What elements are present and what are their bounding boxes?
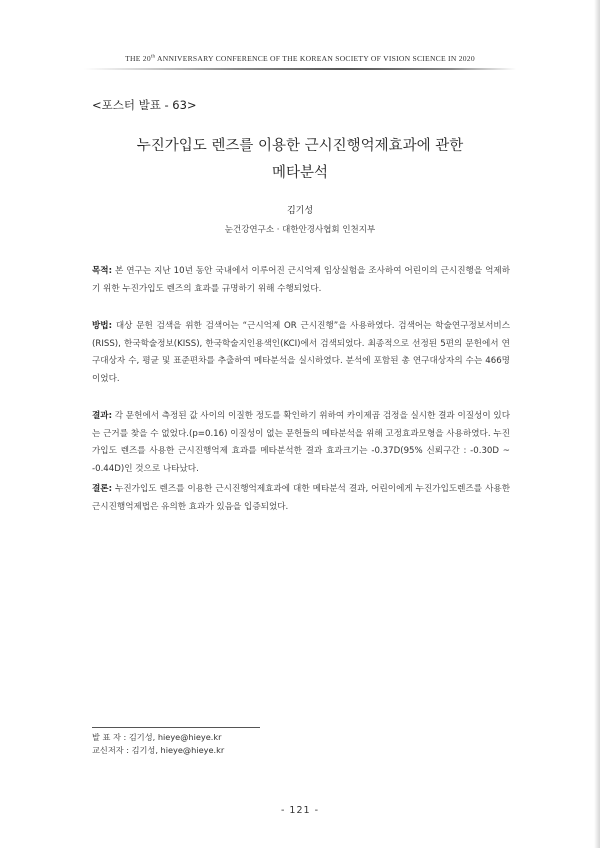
- method-body: 대상 문헌 검색을 위한 검색어는 “근시억제 OR 근시진행”을 사용하였다. 검색어는 학술연구정보서비스(RISS), 한국학술정보(KISS), 한국학술지인용색인(KCI)에서 검색되었다. 최종적으로 선정된 5편의 문헌에서 연구대상자 수, 평균 및 표준편차를 추출하여 메타분석을 실시하였다. 분석에 포함된 총 연구대상자의 수는 466명이었다.: [92, 321, 510, 384]
- poster-label: <포스터 발표 - 63>: [92, 98, 197, 112]
- conclusion-body: 누진가입도 렌즈를 이용한 근시진행억제효과에 대한 메타분석 결과, 어린이에게 누진가입도렌즈를 사용한 근시진행억제법은 유의한 효과가 있음을 입증되었다.: [92, 484, 510, 512]
- author-affiliation: 눈건강연구소 · 대한안경사협회 인천지부: [224, 225, 376, 235]
- result-body: 각 문헌에서 측정된 값 사이의 이질한 정도를 확인하기 위하여 카이제곱 검정을 실시한 결과 이질성이 있다는 근거를 찾을 수 없었다.(p=0.16) 이질성이 없는 문헌들의 메타분석을 위해 고정효과모형을 사용하였다. 누진가입도 렌즈를 사용한 근시진행억제 효과를 메타분석한 결과 효과크기는 -0.37D(95% 신뢰구간 : -0.30D ~ -0.44D)인 것으로 나타났다.: [92, 411, 510, 474]
- footnote-rule: [92, 727, 260, 728]
- objective-body: 본 연구는 지난 10년 동안 국내에서 이루어진 근시억제 임상실험을 조사하여 어린이의 근시진행을 억제하기 위한 누진가입도 렌즈의 효과를 규명하기 위해 수행되었다.: [92, 266, 510, 294]
- conclusion-section: [92, 481, 510, 516]
- method-head: 방법:: [92, 321, 113, 331]
- presenter-footnote: 발 표 자 : 김기성, hieye@hieye.kr: [92, 732, 222, 742]
- result-section: [92, 408, 510, 478]
- method-section: [92, 318, 510, 388]
- page-edge-shadow: [594, 0, 600, 848]
- header-prefix: THE 20: [125, 54, 151, 63]
- title-line-1: 누진가입도 렌즈를 이용한 근시진행억제효과에 관한: [136, 138, 464, 154]
- conference-header: [0, 54, 600, 63]
- conclusion-head: 결론:: [92, 484, 113, 494]
- objective-section: [92, 263, 510, 298]
- corresponding-footnote: 교신저자 : 김기성, hieye@hieye.kr: [92, 745, 225, 755]
- page-number: - 121 -: [280, 805, 320, 816]
- paper-title: [60, 133, 540, 187]
- objective-head: 목적:: [92, 266, 113, 276]
- result-head: 결과:: [92, 411, 113, 421]
- title-line-2: 메타분석: [271, 165, 329, 181]
- header-rule: [84, 68, 516, 70]
- header-suffix: ANNIVERSARY CONFERENCE OF THE KOREAN SOCIETY OF VISION SCIENCE IN 2020: [155, 54, 475, 63]
- author-name: 김기성: [286, 206, 314, 216]
- header-superscript: th: [150, 54, 156, 60]
